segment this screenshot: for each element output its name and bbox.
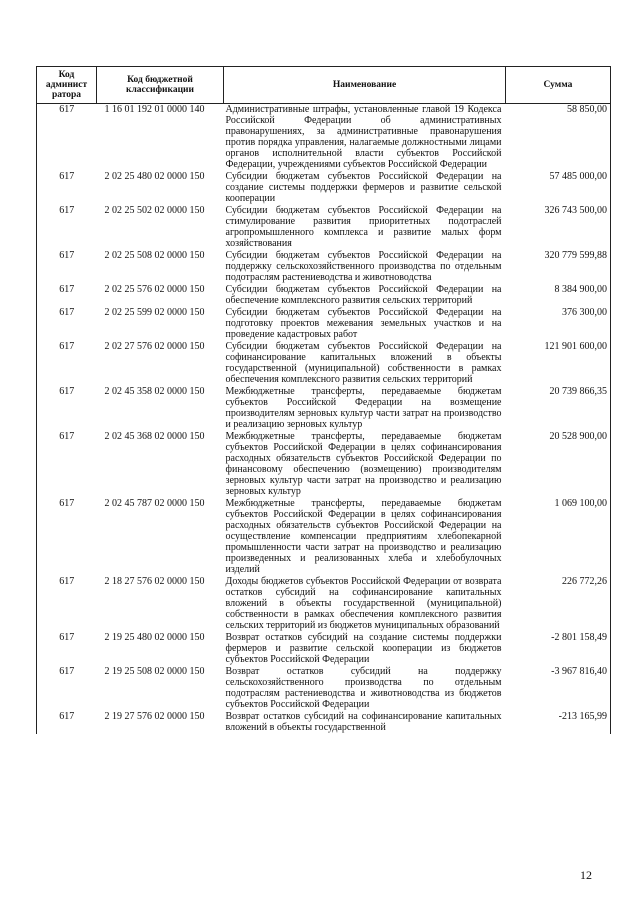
name-cell: Межбюджетные трансферты, передаваемые бюджетам субъектов Российской Федерации на возмещение производителям зерновых культур части затрат на производство и реализацию зерновых культур <box>225 386 502 430</box>
budget-table-container <box>36 66 610 734</box>
table-row <box>37 711 611 734</box>
sum-cell: 320 779 599,88 <box>506 250 611 284</box>
name-cell: Субсидии бюджетам субъектов Российской Федерации на подготовку проектов межевания земельных участков и на проведение кадастровых работ <box>225 307 502 340</box>
admin-code-cell: 617 <box>37 666 97 711</box>
admin-code-cell: 617 <box>37 250 97 284</box>
table-row <box>37 284 611 307</box>
admin-code-cell: 617 <box>37 104 97 172</box>
budget-code-cell: 2 02 25 508 02 0000 150 <box>104 250 205 261</box>
name-cell: Субсидии бюджетам субъектов Российской Федерации на стимулирование развития приоритетных подотраслей агропромышленного комплекса и развитие малых форм хозяйствования <box>225 205 502 249</box>
name-cell: Возврат остатков субсидий на создание системы поддержки фермеров и развитие сельской кооперации из бюджетов субъектов Российской Федерации <box>225 632 502 665</box>
table-row <box>37 104 611 172</box>
name-cell: Доходы бюджетов субъектов Российской Федерации от возврата остатков субсидий на софинансирование капитальных вложений в объекты государственной (муниципальной) собственности в рамках обеспечения комплексного развития сельских территорий из бюджетов муниципальных образований <box>225 576 502 631</box>
budget-code-cell: 2 02 45 358 02 0000 150 <box>104 386 205 397</box>
name-cell: Субсидии бюджетам субъектов Российской Федерации на обеспечение комплексного развития сельских территорий <box>225 284 502 306</box>
budget-code-cell: 2 19 27 576 02 0000 150 <box>104 711 205 722</box>
header-name: Наименование <box>224 67 506 104</box>
table-row <box>37 307 611 341</box>
budget-code-cell: 2 19 25 480 02 0000 150 <box>104 632 205 643</box>
budget-code-cell: 2 02 45 787 02 0000 150 <box>104 498 205 509</box>
admin-code-cell: 617 <box>37 284 97 307</box>
admin-code-cell: 617 <box>37 386 97 431</box>
table-row <box>37 498 611 576</box>
budget-code-cell: 2 02 25 502 02 0000 150 <box>104 205 205 216</box>
name-cell: Возврат остатков субсидий на софинансирование капитальных вложений в объекты государственной <box>225 711 502 733</box>
table-row <box>37 576 611 632</box>
sum-cell: 226 772,26 <box>506 576 611 632</box>
table-row <box>37 632 611 666</box>
table-row <box>37 205 611 250</box>
budget-code-cell: 2 19 25 508 02 0000 150 <box>104 666 205 677</box>
admin-code-cell: 617 <box>37 341 97 386</box>
table-row <box>37 250 611 284</box>
header-sum: Сумма <box>506 67 611 104</box>
sum-cell: -213 165,99 <box>506 711 611 734</box>
name-cell: Возврат остатков субсидий на поддержку сельскохозяйственного производства по отдельным подотраслям растениеводства и животноводства из бюджетов субъектов Российской Федерации <box>225 666 502 710</box>
table-row <box>37 171 611 205</box>
admin-code-cell: 617 <box>37 171 97 205</box>
page-number: 12 <box>580 868 592 882</box>
table-body <box>37 104 611 735</box>
budget-code-cell: 2 02 45 368 02 0000 150 <box>104 431 205 442</box>
name-cell: Межбюджетные трансферты, передаваемые бюджетам субъектов Российской Федерации в целях софинансирования расходных обязательств субъектов Российской Федерации на осуществление компенсации предприятиям хлебопекарной промышленности части затрат на производство и реализацию произведенных и реализованных хлеба и хлебобулочных изделий <box>225 498 502 575</box>
table-row <box>37 341 611 386</box>
table-row <box>37 431 611 498</box>
name-cell: Субсидии бюджетам субъектов Российской Федерации на создание системы поддержки фермеров и развитие сельской кооперации <box>225 171 502 204</box>
budget-code-cell: 1 16 01 192 01 0000 140 <box>104 104 205 115</box>
budget-code-cell: 2 02 25 576 02 0000 150 <box>104 284 205 295</box>
table-row <box>37 386 611 431</box>
sum-cell: -2 801 158,49 <box>506 632 611 666</box>
admin-code-cell: 617 <box>37 431 97 498</box>
header-budget-code: Код бюджетной классификации <box>97 67 224 104</box>
sum-cell: 57 485 000,00 <box>506 171 611 205</box>
sum-cell: -3 967 816,40 <box>506 666 611 711</box>
budget-code-cell: 2 02 25 599 02 0000 150 <box>104 307 205 318</box>
table-row <box>37 666 611 711</box>
budget-code-cell: 2 02 25 480 02 0000 150 <box>104 171 205 182</box>
sum-cell: 20 528 900,00 <box>506 431 611 498</box>
sum-cell: 1 069 100,00 <box>506 498 611 576</box>
sum-cell: 121 901 600,00 <box>506 341 611 386</box>
sum-cell: 20 739 866,35 <box>506 386 611 431</box>
budget-code-cell: 2 18 27 576 02 0000 150 <box>104 576 205 587</box>
table-header-row <box>37 67 611 104</box>
admin-code-cell: 617 <box>37 307 97 341</box>
budget-table <box>36 66 611 734</box>
admin-code-cell: 617 <box>37 632 97 666</box>
name-cell: Межбюджетные трансферты, передаваемые бюджетам субъектов Российской Федерации в целях софинансирования расходных обязательств субъектов Российской Федерации по финансовому обеспечению (возмещению) производителям зерновых культур части затрат на производство и реализацию зерновых культур <box>225 431 502 497</box>
budget-code-cell: 2 02 27 576 02 0000 150 <box>104 341 205 352</box>
sum-cell: 8 384 900,00 <box>506 284 611 307</box>
name-cell: Административные штрафы, установленные главой 19 Кодекса Российской Федерации об административных правонарушениях, за административные правонарушения против порядка управления, налагаемые должностными лицами органов исполнительной власти субъектов Российской Федерации, учреждениями субъектов Российской Федерации <box>225 104 502 170</box>
admin-code-cell: 617 <box>37 205 97 250</box>
sum-cell: 326 743 500,00 <box>506 205 611 250</box>
admin-code-cell: 617 <box>37 711 97 734</box>
sum-cell: 376 300,00 <box>506 307 611 341</box>
sum-cell: 58 850,00 <box>506 104 611 172</box>
admin-code-cell: 617 <box>37 576 97 632</box>
name-cell: Субсидии бюджетам субъектов Российской Федерации на поддержку сельскохозяйственного производства по отдельным подотраслям растениеводства и животноводства <box>225 250 502 283</box>
name-cell: Субсидии бюджетам субъектов Российской Федерации на софинансирование капитальных вложений в объекты государственной (муниципальной) собственности в рамках обеспечения комплексного развития сельских территорий <box>225 341 502 385</box>
admin-code-cell: 617 <box>37 498 97 576</box>
header-admin-code: Код админист ратора <box>37 67 97 104</box>
